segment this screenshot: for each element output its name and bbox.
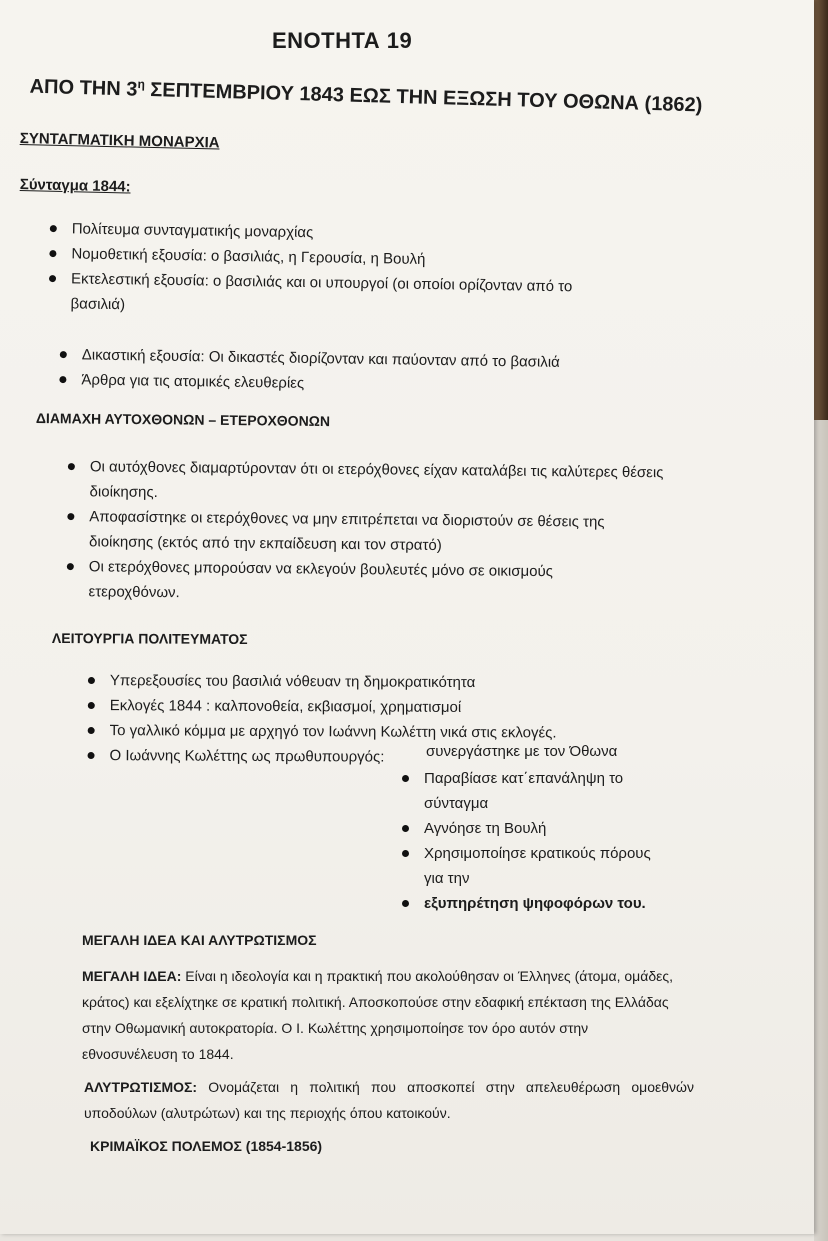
subheading-constitution-1844: Σύνταγμα 1844: xyxy=(19,176,131,196)
list-item: Οι ετερόχθονες μπορούσαν να εκλεγούν βουλευτές μόνο σε οικισμούς ετεροχθόνων. xyxy=(62,554,588,610)
list-item: Εκτελεστική εξουσία: ο βασιλιάς και οι υπουργοί (οι οποίοι ορίζονταν από το βασιλιά) xyxy=(44,266,601,325)
list-item: Νομοθετική εξουσία: ο βασιλιάς, η Γερουσία, η Βουλή xyxy=(45,241,605,275)
page-edge-dark xyxy=(814,0,828,420)
list-item: Εκλογές 1844 : καλπονοθεία, εκβιασμοί, χρηματισμοί xyxy=(84,693,604,721)
irredentism-paragraph: ΑΛΥΤΡΩΤΙΣΜΟΣ: Ονομάζεται η πολιτική που αποσκοπεί στην απελευθέρωση ομοεθνών υποδούλων (αλυτρώτων) και της περιοχής όπου κατοικούν. xyxy=(84,1079,694,1121)
unit-title: ΕΝΟΤΗΤΑ 19 xyxy=(272,28,413,53)
bullet-icon xyxy=(88,702,95,709)
bullet-icon xyxy=(402,775,409,782)
heading-autochthons-heterochthons: ΔΙΑΜΑΧΗ ΑΥΤΟΧΘΟΝΩΝ – ΕΤΕΡΟΧΘΟΝΩΝ xyxy=(35,410,331,430)
list-item: Το γαλλικό κόμμα με αρχηγό τον Ιωάννη Κωλέττη νικά στις εκλογές. xyxy=(84,718,604,746)
kolettis-cooperation: συνεργάστηκε με τον Όθωνα xyxy=(426,743,618,760)
bullet-icon xyxy=(49,275,56,282)
list-item: Αγνόησε τη Βουλή xyxy=(398,816,668,841)
bullet-icon xyxy=(88,752,95,759)
bullet-icon xyxy=(68,463,75,470)
list-item: Χρησιμοποίησε κρατικούς πόρους για την xyxy=(398,841,674,891)
bullet-icon xyxy=(402,900,409,907)
bullet-icon xyxy=(402,825,409,832)
page-edge-light xyxy=(814,420,828,1241)
dispute-list xyxy=(62,454,664,610)
constitution-list-cont xyxy=(55,342,616,401)
list-item: Πολίτευμα συνταγματικής μοναρχίας xyxy=(46,216,606,250)
bullet-icon xyxy=(88,677,95,684)
list-item: Άρθρα για τις ατομικές ελευθερίες xyxy=(55,367,615,401)
heading-crimean-war: ΚΡΙΜΑΪΚΟΣ ΠΟΛΕΜΟΣ (1854-1856) xyxy=(90,1138,323,1154)
list-item: Δικαστική εξουσία: Οι δικαστές διορίζονταν και παύονταν από το βασιλιά xyxy=(56,342,616,376)
heading-great-idea: ΜΕΓΑΛΗ ΙΔΕΑ ΚΑΙ ΑΛΥΤΡΩΤΙΣΜΟΣ xyxy=(82,932,317,948)
bullet-icon xyxy=(67,563,74,570)
constitution-list xyxy=(44,216,606,325)
heading-constitutional-monarchy: ΣΥΝΤΑΓΜΑΤΙΚΗ ΜΟΝΑΡΧΙΑ xyxy=(19,130,220,152)
bullet-icon xyxy=(49,250,56,257)
bullet-icon xyxy=(50,225,57,232)
bullet-icon xyxy=(60,351,67,358)
main-title: ΑΠΟ ΤΗΝ $3^\eta$ ΣΕΠΤΕΜΒΡΙΟΥ 1843 ΕΩΣ ΤΗΝ ΕΞΩΣΗ ΤΟΥ ΟΘΩΝΑ (1862) xyxy=(29,75,703,117)
bullet-icon xyxy=(59,376,66,383)
list-item: Οι αυτόχθονες διαμαρτύρονταν ότι οι ετερόχθονες είχαν καταλάβει τις καλύτερες θέσεις διοίκησης. xyxy=(63,454,664,510)
bullet-icon xyxy=(88,727,95,734)
list-item: εξυπηρέτηση ψηφοφόρων του. xyxy=(398,891,668,916)
list-item: Ο Ιωάννης Κωλέττης ως πρωθυπουργός: xyxy=(83,743,603,771)
list-item: Αποφασίστηκε οι ετερόχθονες να μην επιτρέπεται να διοριστούν σε θέσεις της διοίκησης (εκτός από την εκπαίδευση και τον στρατό) xyxy=(63,504,654,560)
bullet-icon xyxy=(402,850,409,857)
great-idea-paragraph: ΜΕΓΑΛΗ ΙΔΕΑ: Είναι η ιδεολογία και η πρακτική που ακολούθησαν οι Έλληνες (άτομα, ομάδες, κράτος) και εξελίχτηκε σε κρατική πολιτική. Αποσκοπούσε στην εδαφική επέκταση της Ελλάδας στην Οθωμανική αυτοκρατορία. Ο Ι. Κωλέττης χρησιμοποίησε τον όρο αυτόν στην εθνοσυνέλευση το 1844. xyxy=(82,968,673,1062)
list-item: Παραβίασε κατ΄επανάληψη το σύνταγμα xyxy=(398,766,664,816)
list-item: Υπερεξουσίες του βασιλιά νόθευαν τη δημοκρατικότητα xyxy=(84,668,604,696)
heading-regime-function: ΛΕΙΤΟΥΡΓΙΑ ΠΟΛΙΤΕΥΜΑΤΟΣ xyxy=(51,630,248,648)
bullet-icon xyxy=(67,513,74,520)
kolettis-list xyxy=(398,766,668,916)
